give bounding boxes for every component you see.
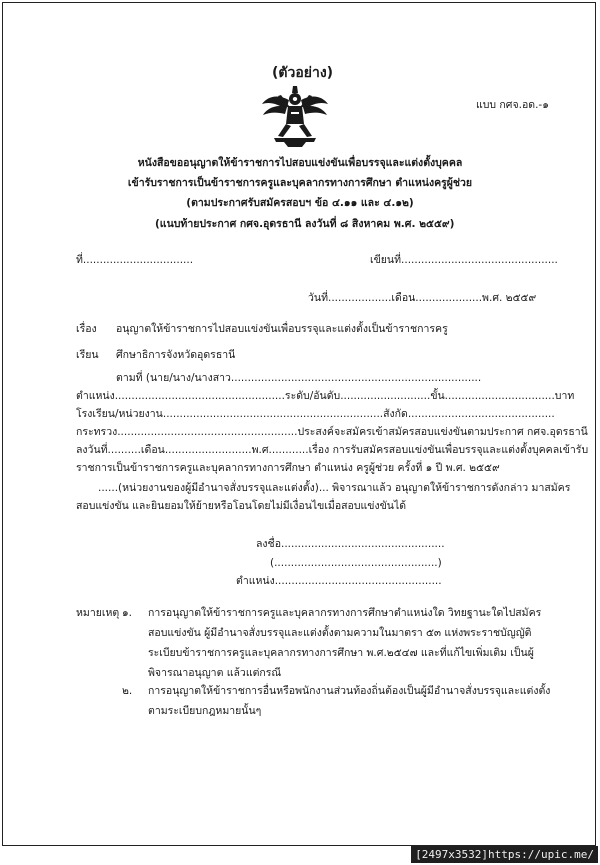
body-line-7: ......(หน่วยงานของผู้มีอำนาจสั่งบรรจุและแต่งตั้ง)... พิจารณาแล้ว อนุญาตให้ข้าราชการดังกล่าว มาสมัคร bbox=[98, 482, 571, 494]
note-2-line-2: ตามระเบียบกฎหมายนั้นๆ bbox=[148, 705, 262, 717]
source-watermark: [2497x3532]https://upic.me/ bbox=[411, 846, 598, 863]
signer-name-field[interactable]: (.................................................) bbox=[270, 557, 442, 569]
signature-field[interactable]: ลงชื่อ................................................. bbox=[256, 538, 445, 550]
note-1-line-4: พิจารณาอนุญาต แล้วแต่กรณี bbox=[148, 667, 282, 679]
title-line-4: (แนบท้ายประกาศ กศจ.อุดรธานี ลงวันที่ ๘ สิงหาคม พ.ศ. ๒๕๕๙) bbox=[155, 218, 455, 230]
note-1-line-2: สอบแข่งขัน ผู้มีอำนาจสั่งบรรจุและแต่งตั้งตามความในมาตรา ๕๓ แห่งพระราชบัญญัติ bbox=[148, 627, 532, 639]
note-1-line-3: ระเบียบข้าราชการครูและบุคลากรทางการศึกษา พ.ศ.๒๕๔๗ และที่แก้ไขเพิ่มเติม เป็นผู้ bbox=[148, 647, 534, 659]
note-2-line-1: การอนุญาตให้ข้าราชการอื่นหรือพนักงานส่วนท้องถิ่นต้องเป็นผู้มีอำนาจสั่งบรรจุและแต่งตั้ง bbox=[148, 685, 551, 697]
reference-number-field[interactable]: ที่................................. bbox=[76, 254, 194, 266]
date-field[interactable]: วันที่...................เดือน....................พ.ศ. ๒๕๕๙ bbox=[308, 292, 537, 304]
garuda-emblem-icon bbox=[256, 84, 334, 148]
body-line-3: โรงเรียน/หน่วยงาน..................................................................สังกัด............................................ bbox=[76, 408, 555, 420]
to-text: ศึกษาธิการจังหวัดอุดรธานี bbox=[116, 349, 236, 361]
note-1-number: ๑. bbox=[122, 607, 133, 619]
title-line-3: (ตามประกาศรับสมัครสอบฯ ข้อ ๔.๑๑ และ ๔.๑๒) bbox=[186, 197, 414, 209]
body-line-1: ตามที่ (นาย/นาง/นางสาว........................................................................... bbox=[116, 372, 482, 384]
form-code: แบบ กศจ.อด.-๑ bbox=[476, 99, 549, 111]
note-1-line-1: การอนุญาตให้ข้าราชการครูและบุคลากรทางการศึกษาตำแหน่งใด วิทยฐานะใดไปสมัคร bbox=[148, 607, 542, 619]
signer-position-field[interactable]: ตำแหน่ง.................................................. bbox=[236, 575, 442, 587]
title-line-2: เข้ารับราชการเป็นข้าราชการครูและบุคลากรทางการศึกษา ตำแหน่งครูผู้ช่วย bbox=[127, 177, 473, 189]
written-at-field[interactable]: เขียนที่............................................... bbox=[370, 254, 558, 266]
body-line-2: ตำแหน่ง...................................................ระดับ/อันดับ...........................ขั้น.................................บาท bbox=[76, 390, 575, 402]
to-label: เรียน bbox=[76, 349, 99, 361]
note-2-number: ๒. bbox=[122, 685, 133, 697]
body-line-5: ลงวันที่..........เดือน..........................พ.ศ............เรื่อง การรับสมัครสอบแข่งขันเพื่อบรรจุและแต่งตั้งบุคคลเข้ารับ bbox=[76, 444, 589, 456]
body-line-8: สอบแข่งขัน และยินยอมให้ย้ายหรือโอนโดยไม่มีเงื่อนไขเมื่อสอบแข่งขันได้ bbox=[76, 500, 407, 512]
subject-label: เรื่อง bbox=[76, 323, 97, 335]
body-line-6: ราชการเป็นข้าราชการครูและบุคลากรทางการศึกษา ตำแหน่ง ครูผู้ช่วย ครั้งที่ ๑ ปี พ.ศ. ๒๕๕๙ bbox=[76, 462, 500, 474]
title-line-1: หนังสือขออนุญาตให้ข้าราชการไปสอบแข่งขันเพื่อบรรจุและแต่งตั้งบุคคล bbox=[137, 157, 463, 169]
body-line-4: กระทรวง......................................................ประสงค์จะสมัครเข้าสมัครสอบแข่งขันตามประกาศ กศจ.อุดรธานี bbox=[76, 426, 588, 438]
sample-label: (ตัวอย่าง) bbox=[272, 65, 334, 81]
subject-text: อนุญาตให้ข้าราชการไปสอบแข่งขันเพื่อบรรจุและแต่งตั้งเป็นข้าราชการครู bbox=[116, 323, 448, 335]
notes-label: หมายเหตุ bbox=[76, 607, 120, 619]
